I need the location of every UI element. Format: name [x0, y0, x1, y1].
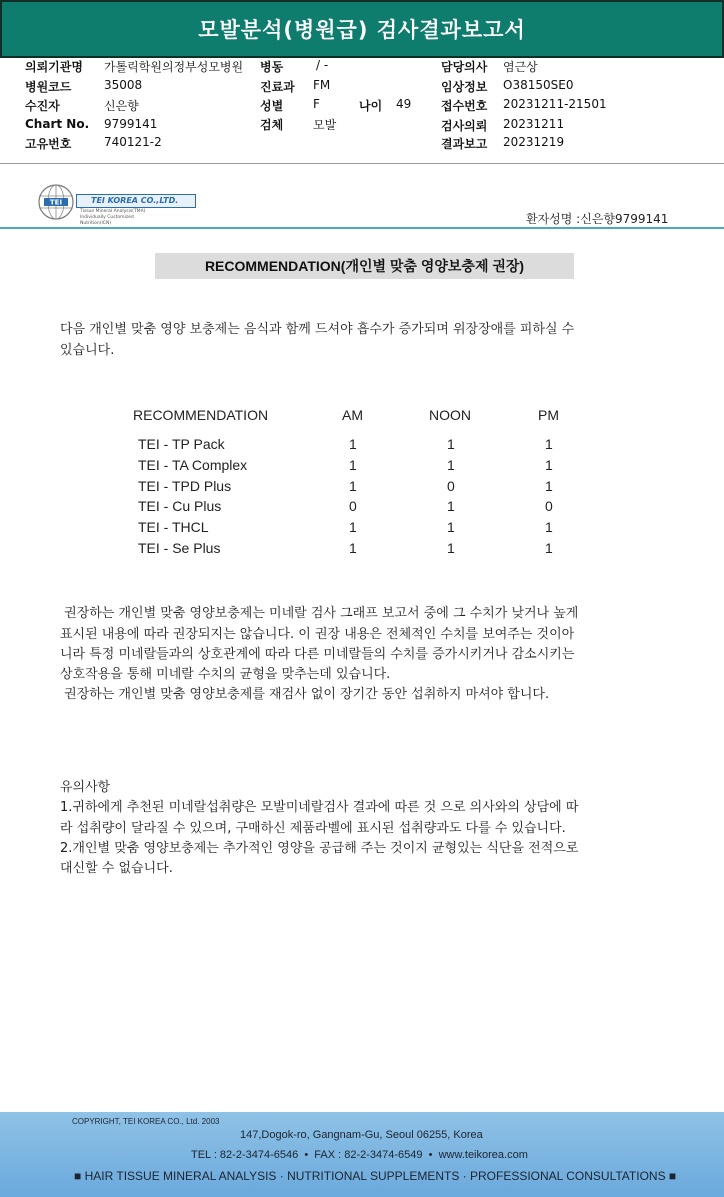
pm-value: 1: [545, 436, 553, 452]
logo-tagline-2: Individually Customized Nutrition(ICN): [80, 215, 134, 226]
supplement-name: TEI - TA Complex: [138, 457, 248, 473]
pm-value: 1: [545, 478, 553, 494]
noon-value: 1: [447, 540, 455, 556]
age-value: 49: [396, 97, 412, 111]
column-header-am: AM: [342, 407, 363, 423]
am-value: 1: [349, 457, 357, 473]
caution-title: 유의사항: [60, 780, 111, 795]
pm-value: 1: [545, 519, 553, 535]
collector-label: 수진자: [25, 99, 60, 113]
note-line: 권장하는 개인별 맞춤 영양보충제는 미네랄 검사 그래프 보고서 중에 그 수치가 낮거나 높게: [60, 606, 579, 621]
supplement-name: TEI - TP Pack: [138, 436, 225, 452]
receipt-label: 접수번호: [441, 99, 488, 113]
intro-line-1: 다음 개인별 맞춤 영양 보충제는 음식과 함께 드셔야 흡수가 증가되며 위장장애를 피하실 수: [60, 322, 575, 337]
hospital-code-value: 35008: [104, 78, 143, 92]
sex-value: F: [313, 97, 320, 111]
am-value: 1: [349, 540, 357, 556]
column-header-noon: NOON: [429, 407, 471, 423]
request-label: 검사의뢰: [441, 119, 488, 133]
result-label: 결과보고: [441, 137, 488, 151]
recommendation-header: RECOMMENDATION(개인별 맞춤 영양보충제 권장): [155, 253, 574, 279]
dept-value: FM: [313, 78, 331, 92]
caution-line: 2.개인별 맞춤 영양보충제는 추가적인 영양을 공급해 주는 것이지 균형있는 식단을 전적으로: [60, 841, 579, 856]
doctor-label: 담당의사: [441, 60, 488, 74]
sex-label: 성별: [260, 99, 284, 113]
footer-contact: TEL : 82-2-3474-6546 • FAX : 82-2-3474-6549 • www.teikorea.com: [191, 1149, 528, 1161]
clinical-value: O38150SE0: [503, 78, 574, 92]
report-title-bar: [0, 0, 724, 58]
svg-text:TEI: TEI: [49, 198, 63, 207]
column-header-recommendation: RECOMMENDATION: [133, 407, 269, 423]
noon-value: 0: [447, 478, 455, 494]
clinical-label: 임상정보: [441, 80, 488, 94]
supplement-name: TEI - Se Plus: [138, 540, 221, 556]
dept-label: 진료과: [260, 80, 295, 94]
footer-address: 147,Dogok-ro, Gangnam-Gu, Seoul 06255, Korea: [240, 1129, 483, 1141]
note-line: 상호작용을 통해 미네랄 수치의 균형을 맞추는데 있습니다.: [60, 667, 391, 682]
globe-icon: [36, 182, 76, 222]
receipt-value: 20231211-21501: [503, 97, 607, 111]
logo-name-box: [76, 194, 196, 208]
am-value: 1: [349, 478, 357, 494]
pm-value: 1: [545, 540, 553, 556]
logo-tagline-1: Tissue Mineral Analysis(TMA): [80, 209, 146, 214]
specimen-label: 검체: [260, 118, 284, 132]
institution-value: 가톨릭학원의정부성모병원: [104, 60, 244, 74]
noon-value: 1: [447, 436, 455, 452]
caution-line: 대신할 수 없습니다.: [60, 861, 173, 876]
institution-label: 의뢰기관명: [25, 60, 83, 74]
footer-services: ■ HAIR TISSUE MINERAL ANALYSIS · NUTRITIONAL SUPPLEMENTS · PROFESSIONAL CONSULTATIONS ■: [74, 1169, 677, 1183]
caution-line: 라 섭취량이 달라질 수 있으며, 구매하신 제품라벨에 표시된 섭취량과도 다를 수 있습니다.: [60, 821, 566, 836]
id-value: 740121-2: [104, 135, 162, 149]
caution-line: 1.귀하에게 추천된 미네랄섭취량은 모발미네랄검사 결과에 따른 것 으로 의사와의 상담에 따: [60, 800, 579, 815]
id-label: 고유번호: [25, 137, 72, 151]
ward-value: / -: [316, 58, 329, 72]
patient-name-line: 환자성명 :신은향9799141: [526, 212, 669, 226]
company-logo: [36, 182, 179, 226]
noon-value: 1: [447, 519, 455, 535]
noon-value: 1: [447, 457, 455, 473]
note-line: 권장하는 개인별 맞춤 영양보충제를 재검사 없이 장기간 동안 섭취하지 마셔야 합니다.: [60, 687, 550, 702]
specimen-value: 모발: [313, 118, 337, 132]
doctor-value: 염근상: [503, 60, 538, 74]
pm-value: 1: [545, 457, 553, 473]
footer-copyright: COPYRIGHT, TEI KOREA CO., Ltd. 2003: [72, 1117, 220, 1126]
ward-label: 병동: [260, 60, 284, 74]
noon-value: 1: [447, 498, 455, 514]
collector-value: 신은향: [104, 99, 139, 113]
age-label: 나이: [359, 99, 383, 113]
note-line: 니라 특정 미네랄들과의 상호관계에 따라 다른 미네랄들의 수치를 증가시키거나 감소시키는: [60, 647, 575, 662]
logo-name: TEI KOREA CO.,LTD.: [91, 196, 179, 205]
am-value: 1: [349, 519, 357, 535]
chart-label: Chart No.: [25, 117, 90, 131]
request-value: 20231211: [503, 117, 565, 131]
info-divider: [0, 163, 724, 164]
header-rule: [0, 227, 724, 229]
am-value: 1: [349, 436, 357, 452]
footer-banner: [0, 1112, 724, 1197]
note-line: 표시된 내용에 따라 권장되지는 않습니다. 이 권장 내용은 전체적인 수치를 보여주는 것이아: [60, 627, 575, 642]
hospital-code-label: 병원코드: [25, 80, 72, 94]
supplement-name: TEI - TPD Plus: [138, 478, 232, 494]
am-value: 0: [349, 498, 357, 514]
result-value: 20231219: [503, 135, 565, 149]
report-title: 모발분석(병원급) 검사결과보고서: [198, 18, 526, 42]
pm-value: 0: [545, 498, 553, 514]
supplement-name: TEI - Cu Plus: [138, 498, 222, 514]
supplement-name: TEI - THCL: [138, 519, 209, 535]
chart-value: 9799141: [104, 117, 158, 131]
intro-line-2: 있습니다.: [60, 343, 115, 358]
column-header-pm: PM: [538, 407, 559, 423]
